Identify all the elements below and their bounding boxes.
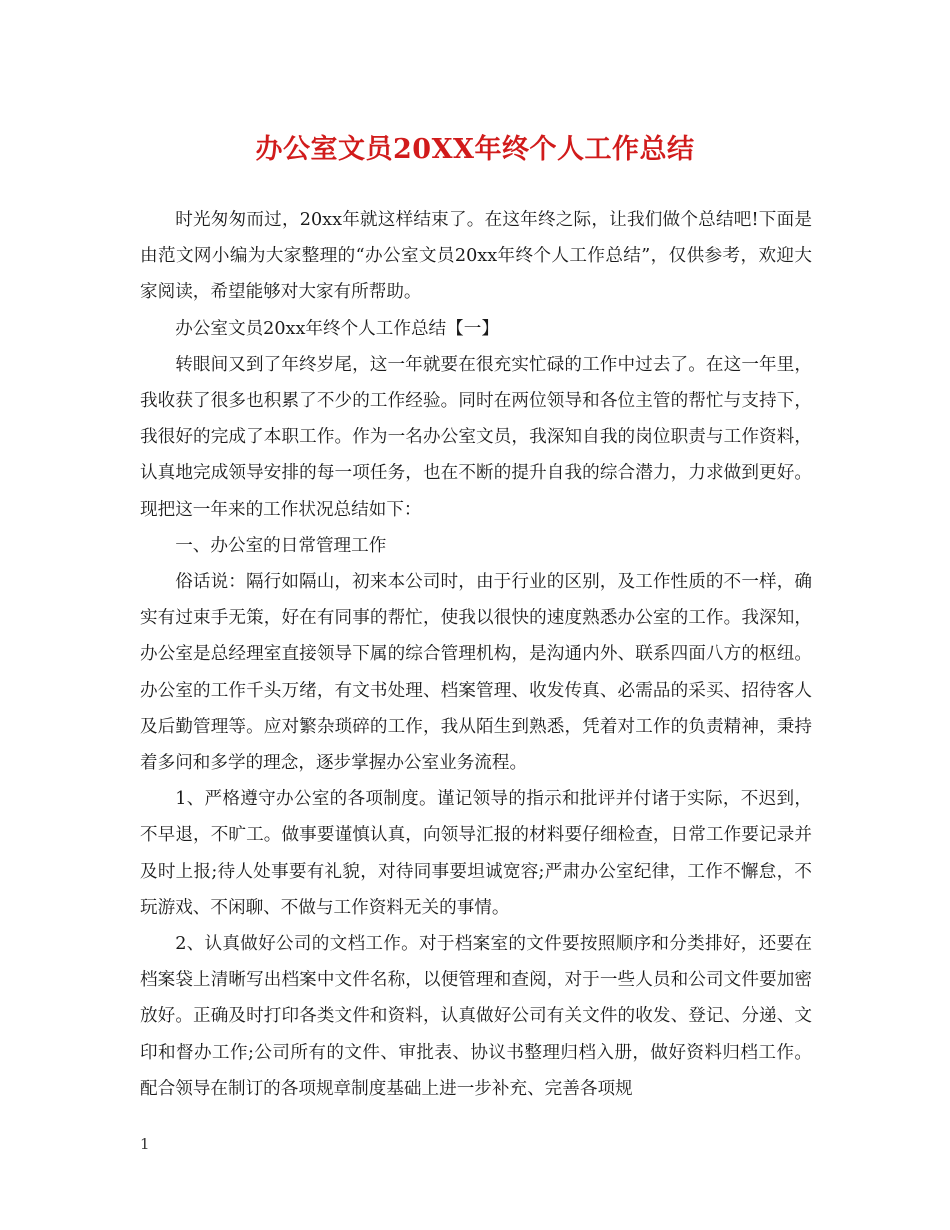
page-number: 1 [140,1135,150,1153]
section-heading: 办公室文员20xx年终个人工作总结【一】 [175,318,499,339]
document-title: 办公室文员20XX年终个人工作总结 [255,134,695,165]
subsection-heading: 一、办公室的日常管理工作 [175,535,387,556]
paragraph-overview: 转眼间又到了年终岁尾，这一年就要在很充实忙碌的工作中过去了。在这一年里，我收获了很多也积累了不少的工作经验。同时在两位领导和各位主管的帮忙与支持下，我很好的完成了本职工作。作为一名办公室文员，我深知自我的岗位职责与工作资料，认真地完成领导安排的每一项任务，也在不断的提升自我的综合潜力，力求做到更好。现把这一年来的工作状况总结如下： [140,354,812,520]
paragraph-item-1: 1、严格遵守办公室的各项制度。谨记领导的指示和批评并付诸于实际，不迟到，不早退，不旷工。做事要谨慎认真，向领导汇报的材料要仔细检查，日常工作要记录并及时上报;待人处事要有礼貌，对待同事要坦诚宽容;严肃办公室纪律，工作不懈怠，不玩游戏、不闲聊、不做与工作资料无关的事情。 [140,789,812,918]
document-body [140,202,812,1107]
paragraph-item-2: 2、认真做好公司的文档工作。对于档案室的文件要按照顺序和分类排好，还要在档案袋上清晰写出档案中文件名称，以便管理和查阅，对于一些人员和公司文件要加密放好。正确及时打印各类文件和资料，认真做好公司有关文件的收发、登记、分递、文印和督办工作;公司所有的文件、审批表、协议书整理归档入册，做好资料归档工作。配合领导在制订的各项规章制度基础上进一步补充、完善各项规 [140,934,812,1099]
paragraph-daily-management: 俗话说：隔行如隔山，初来本公司时，由于行业的区别，及工作性质的不一样，确实有过束手无策，好在有同事的帮忙，使我以很快的速度熟悉办公室的工作。我深知，办公室是总经理室直接领导下属的综合管理机构，是沟通内外、联系四面八方的枢纽。办公室的工作千头万绪，有文书处理、档案管理、收发传真、必需品的采买、招待客人及后勤管理等。应对繁杂琐碎的工作，我从陌生到熟悉，凭着对工作的负责精神，秉持着多问和多学的理念，逐步掌握办公室业务流程。 [140,572,812,774]
paragraph-intro: 时光匆匆而过，20xx年就这样结束了。在这年终之际，让我们做个总结吧!下面是由范文网小编为大家整理的“办公室文员20xx年终个人工作总结”，仅供参考，欢迎大家阅读，希望能够对大家有所帮助。 [140,210,812,303]
